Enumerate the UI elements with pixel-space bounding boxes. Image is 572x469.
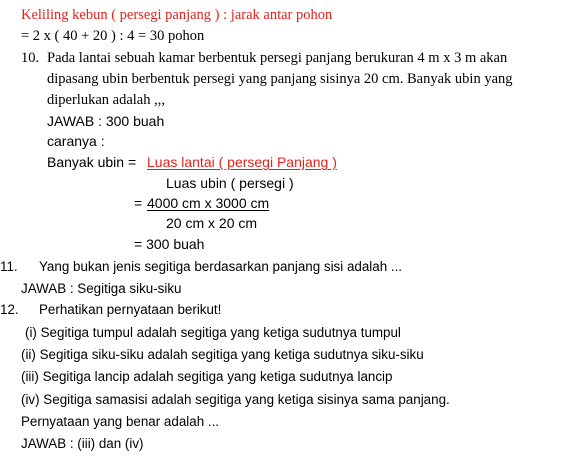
question-10-line-2: dipasang ubin berbentuk persegi yang panjang sisinya 20 cm. Banyak ubin yang — [47, 71, 513, 87]
equals-sign-2: = — [134, 195, 143, 211]
question-12-prompt: Pernyataan yang benar adalah ... — [21, 414, 220, 429]
question-10-line-1: Pada lantai sebuah kamar berbentuk persegi panjang berukuran 4 m x 3 m akan — [47, 50, 508, 66]
question-10-answer: JAWAB : 300 buah — [47, 113, 165, 129]
question-12-text: Perhatikan pernyataan berikut! — [39, 302, 222, 317]
result-300-buah: = 300 buah — [134, 236, 205, 252]
question-11-number: 11. — [0, 259, 18, 274]
keliling-heading: Keliling kebun ( persegi panjang ) : jarak antar pohon — [21, 7, 333, 23]
caranya-label: caranya : — [47, 133, 105, 149]
question-10-line-3: diperlukan adalah ,,, — [47, 92, 165, 108]
question-11-answer: JAWAB : Segitiga siku-siku — [21, 281, 182, 296]
statement-ii: (ii) Segitiga siku-siku adalah segitiga yang ketiga sudutnya siku-siku — [21, 347, 424, 362]
fraction-2-denominator: 20 cm x 20 cm — [166, 215, 258, 231]
banyak-ubin-label: Banyak ubin = — [47, 154, 137, 170]
statement-iii: (iii) Segitiga lancip adalah segitiga yang ketiga sudutnya lancip — [21, 369, 393, 384]
fraction-2-numerator: 4000 cm x 3000 cm — [147, 195, 270, 211]
question-12-answer: JAWAB : (iii) dan (iv) — [21, 436, 144, 451]
question-12-number: 12. — [0, 302, 19, 317]
question-10-number: 10. — [21, 50, 40, 66]
fraction-1-denominator: Luas ubin ( persegi ) — [166, 175, 294, 191]
keliling-calculation: = 2 x ( 40 + 20 ) : 4 = 30 pohon — [21, 28, 205, 44]
fraction-1-numerator: Luas lantai ( persegi Panjang ) — [147, 154, 337, 170]
statement-i: (i) Segitiga tumpul adalah segitiga yang ketiga sudutnya tumpul — [25, 325, 401, 340]
question-11-text: Yang bukan jenis segitiga berdasarkan panjang sisi adalah ... — [39, 259, 403, 274]
statement-iv: (iv) Segitiga samasisi adalah segitiga yang ketiga sisinya sama panjang. — [21, 392, 450, 407]
